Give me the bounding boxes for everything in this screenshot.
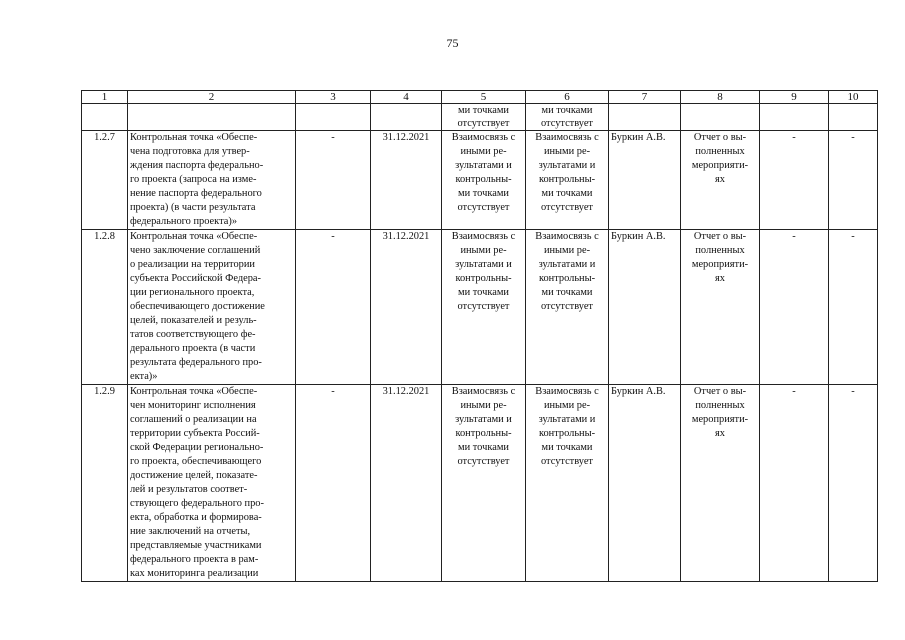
- relation-cell: Взаимосвязь с иными ре- зультатами и контрольны- ми точками отсутствует: [442, 131, 526, 230]
- date-cell: 31.12.2021: [371, 131, 442, 230]
- page-number: 75: [446, 36, 459, 50]
- system-cell: -: [829, 131, 878, 230]
- empty-cell: [128, 104, 296, 131]
- system-cell: -: [829, 230, 878, 385]
- column-header: 3: [296, 91, 371, 104]
- empty-cell: [82, 104, 128, 131]
- table-row: [82, 385, 878, 582]
- document-cell: Отчет о вы- полненных мероприяти- ях: [681, 230, 760, 385]
- column-header: 9: [760, 91, 829, 104]
- column-header: 4: [371, 91, 442, 104]
- relation-cell: Взаимосвязь с иными ре- зультатами и контрольны- ми точками отсутствует: [442, 385, 526, 582]
- column-header: 7: [609, 91, 681, 104]
- document-cell: Отчет о вы- полненных мероприяти- ях: [681, 385, 760, 582]
- column-number-row: [82, 91, 878, 104]
- system-cell: -: [829, 385, 878, 582]
- responsible-cell: Буркин А.В.: [609, 230, 681, 385]
- type-cell: -: [296, 131, 371, 230]
- type-cell: -: [296, 230, 371, 385]
- empty-cell: [760, 104, 829, 131]
- column-header: 10: [829, 91, 878, 104]
- empty-cell: [371, 104, 442, 131]
- row-description: Контрольная точка «Обеспе- чено заключение соглашений о реализации на территории субъекта Российской Федера- ции регионального проекта, обеспечивающего достижение целей, показателей и резуль- татов соответствующего фе- дерального проекта (в части результата федерального про- екта)»: [128, 230, 296, 385]
- column-header: 6: [526, 91, 609, 104]
- relation-cell: Взаимосвязь с иными ре- зультатами и контрольны- ми точками отсутствует: [526, 230, 609, 385]
- empty-cell: [681, 104, 760, 131]
- continuation-row: [82, 104, 878, 131]
- table-row: [82, 131, 878, 230]
- level-cell: -: [760, 230, 829, 385]
- date-cell: 31.12.2021: [371, 230, 442, 385]
- empty-cell: [296, 104, 371, 131]
- row-description: Контрольная точка «Обеспе- чена подготовка для утвер- ждения паспорта федерально- го проекта (запроса на изме- нение паспорта федерального проекта) (в части результата федерального проекта)»: [128, 131, 296, 230]
- row-number: 1.2.8: [82, 230, 128, 385]
- empty-cell: [609, 104, 681, 131]
- level-cell: -: [760, 385, 829, 582]
- column-header: 2: [128, 91, 296, 104]
- control-points-table: [81, 90, 878, 582]
- table-row: [82, 230, 878, 385]
- relation-cell: Взаимосвязь с иными ре- зультатами и контрольны- ми точками отсутствует: [526, 385, 609, 582]
- empty-cell: [829, 104, 878, 131]
- relation-cell: Взаимосвязь с иными ре- зультатами и контрольны- ми точками отсутствует: [526, 131, 609, 230]
- document-cell: Отчет о вы- полненных мероприяти- ях: [681, 131, 760, 230]
- date-cell: 31.12.2021: [371, 385, 442, 582]
- column-header: 8: [681, 91, 760, 104]
- relation-cell: Взаимосвязь с иными ре- зультатами и контрольны- ми точками отсутствует: [442, 230, 526, 385]
- level-cell: -: [760, 131, 829, 230]
- type-cell: -: [296, 385, 371, 582]
- relation-cell: ми точками отсутствует: [442, 104, 526, 131]
- responsible-cell: Буркин А.В.: [609, 131, 681, 230]
- responsible-cell: Буркин А.В.: [609, 385, 681, 582]
- row-number: 1.2.9: [82, 385, 128, 582]
- row-description: Контрольная точка «Обеспе- чен мониторинг исполнения соглашений о реализации на территории субъекта Россий- ской Федерации регионально- го проекта, обеспечивающего достижение целей, показате- лей и результатов соответ- ствующего федерального про- екта, обработка и формирова- ние заключений на отчеты, представляемые участниками федерального проекта в рам- ках мониторинга реализации: [128, 385, 296, 582]
- column-header: 5: [442, 91, 526, 104]
- relation-cell: ми точками отсутствует: [526, 104, 609, 131]
- column-header: 1: [82, 91, 128, 104]
- row-number: 1.2.7: [82, 131, 128, 230]
